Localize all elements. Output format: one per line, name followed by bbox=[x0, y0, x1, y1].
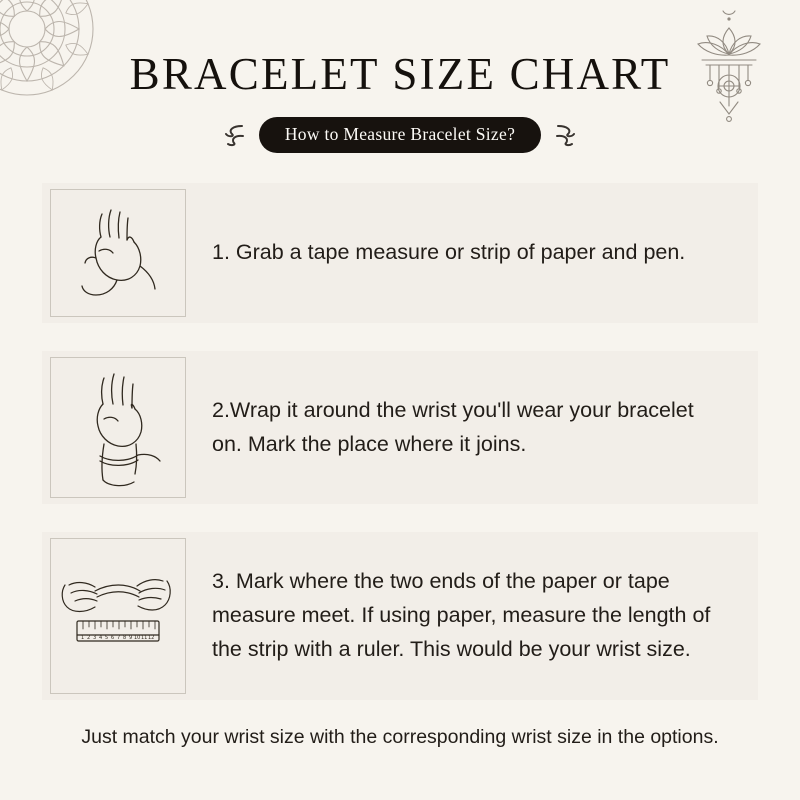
svg-text:5: 5 bbox=[105, 635, 109, 641]
svg-text:7: 7 bbox=[117, 635, 121, 641]
step-text: 3. Mark where the two ends of the paper or tape measure meet. If using paper, measure the length of the strip with a ruler. This would be your wrist size. bbox=[212, 569, 711, 661]
svg-text:4: 4 bbox=[99, 635, 103, 641]
svg-text:2: 2 bbox=[87, 635, 91, 641]
list-item bbox=[42, 183, 758, 323]
page-title: BRACELET SIZE CHART bbox=[129, 49, 671, 99]
lotus-ornament bbox=[686, 2, 772, 132]
svg-text:6: 6 bbox=[111, 635, 115, 641]
svg-text:1: 1 bbox=[81, 635, 85, 641]
hand-holding-tape-illustration bbox=[58, 194, 176, 312]
swirl-flourish-left-icon bbox=[222, 122, 248, 148]
step-text: 2.Wrap it around the wrist you'll wear your bracelet on. Mark the place where it joins. bbox=[212, 397, 694, 456]
step-text: 1. Grab a tape measure or strip of paper and pen. bbox=[212, 240, 686, 265]
step-figure bbox=[42, 183, 192, 323]
svg-text:8: 8 bbox=[123, 635, 127, 641]
list-item bbox=[42, 532, 758, 700]
svg-text:3: 3 bbox=[93, 635, 97, 641]
swirl-flourish-right-icon bbox=[552, 122, 578, 148]
mandala-ornament bbox=[0, 0, 102, 104]
step-figure bbox=[42, 351, 192, 504]
subtitle-pill: How to Measure Bracelet Size? bbox=[259, 117, 541, 153]
svg-text:12: 12 bbox=[148, 635, 155, 641]
list-item bbox=[42, 351, 758, 504]
svg-text:9: 9 bbox=[129, 635, 133, 641]
svg-text:10: 10 bbox=[134, 635, 141, 641]
tape-wrapped-around-wrist-illustration bbox=[58, 364, 176, 492]
footnote: Just match your wrist size with the corresponding wrist size in the options. bbox=[81, 726, 719, 748]
subtitle-row bbox=[0, 117, 800, 153]
svg-text:11: 11 bbox=[141, 635, 148, 641]
step-figure bbox=[42, 532, 192, 700]
measuring-strip-with-ruler-illustration bbox=[55, 551, 179, 681]
page-header bbox=[0, 0, 800, 153]
steps-list bbox=[0, 183, 800, 700]
